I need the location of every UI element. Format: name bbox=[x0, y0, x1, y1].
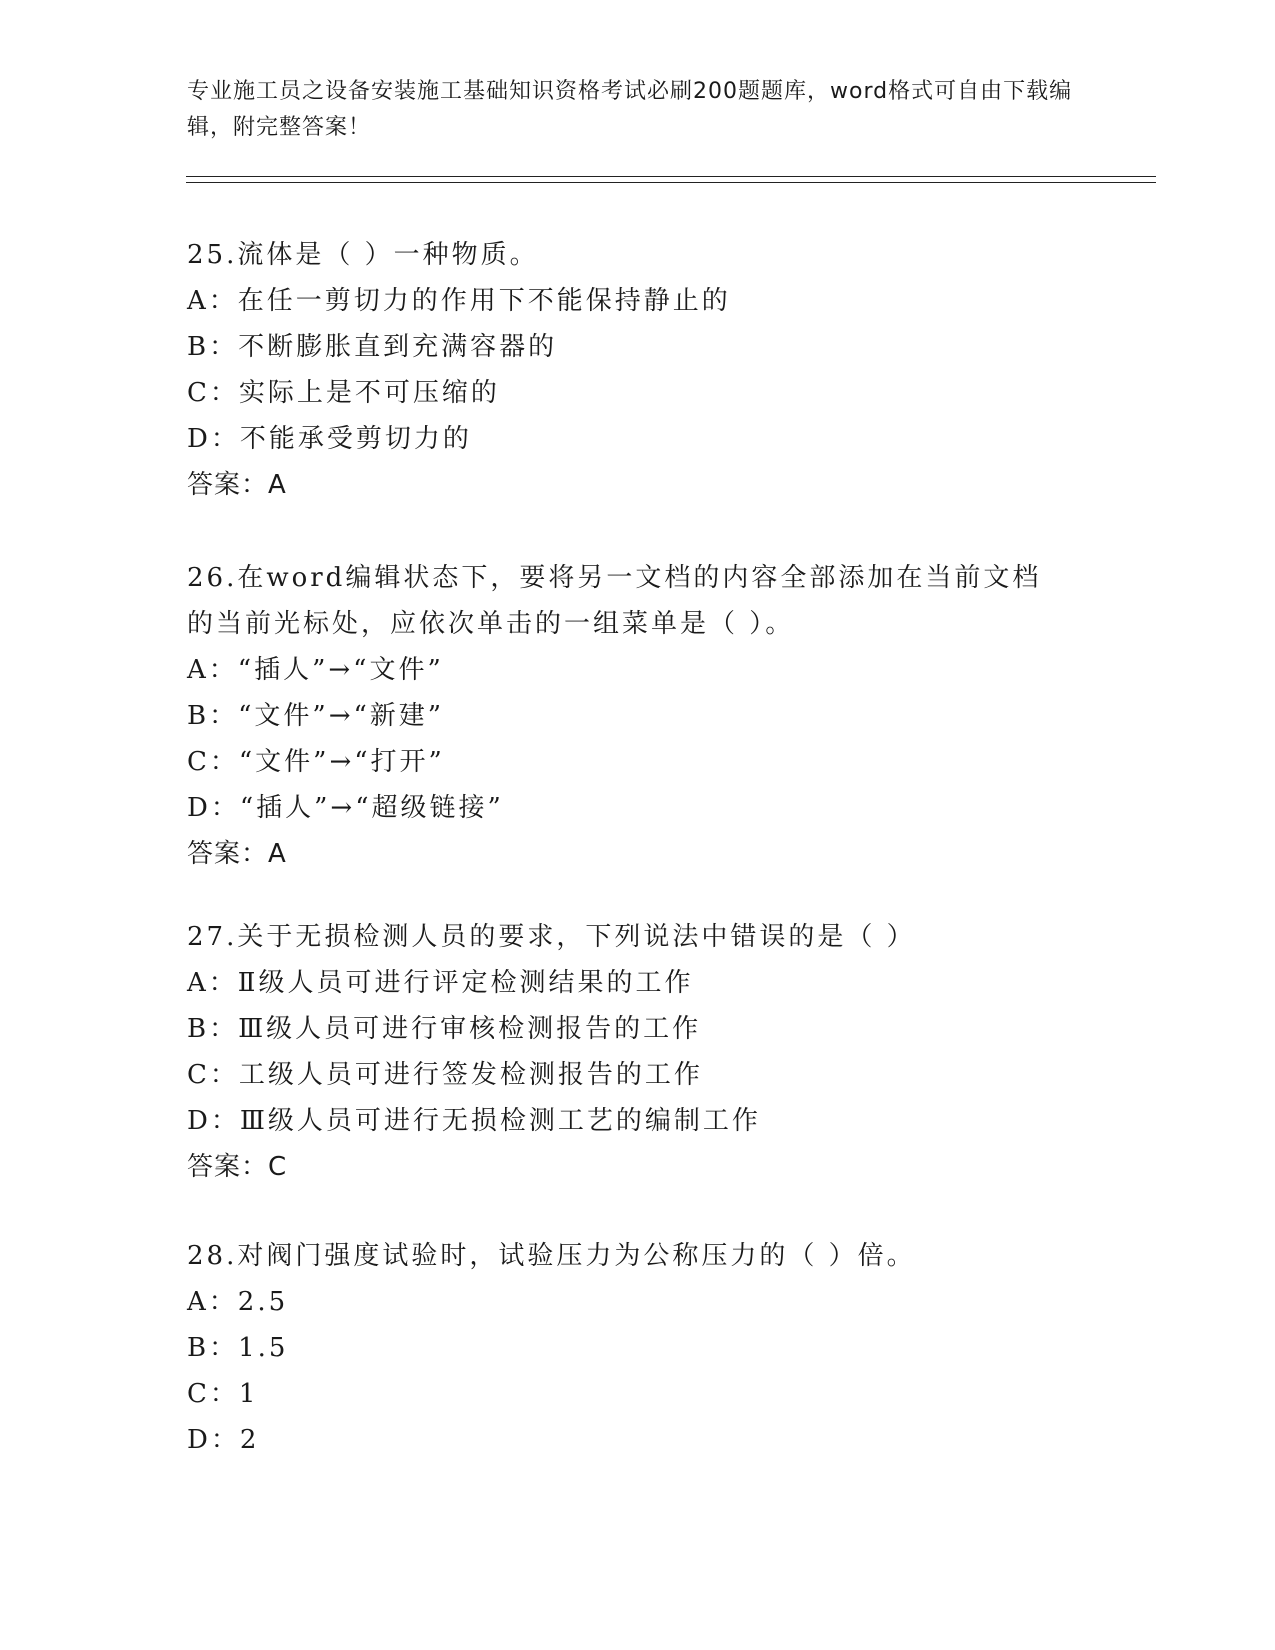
option-c: C：1 bbox=[187, 1379, 259, 1409]
option-a: A：2.5 bbox=[187, 1287, 289, 1317]
answer: 答案：A bbox=[187, 470, 287, 500]
option-a: A：Ⅱ级人员可进行评定检测结果的工作 bbox=[187, 968, 694, 998]
option-c: C：实际上是不可压缩的 bbox=[187, 378, 500, 408]
option-b: B：“文件”→“新建” bbox=[187, 701, 445, 731]
question-stem: 26.在word编辑状态下，要将另一文档的内容全部添加在当前文档的当前光标处，应依次单击的一组菜单是（ ）。 bbox=[187, 563, 1042, 639]
option-d: D：2 bbox=[187, 1425, 260, 1455]
question-stem: 27.关于无损检测人员的要求，下列说法中错误的是（ ） bbox=[187, 922, 916, 952]
option-d: D：不能承受剪切力的 bbox=[187, 424, 472, 454]
header-title: 专业施工员之设备安装施工基础知识资格考试必刷200题题库，word格式可自由下载编辑，附完整答案！ bbox=[187, 79, 1073, 140]
answer: 答案：C bbox=[187, 1152, 288, 1182]
question-25 bbox=[187, 232, 1087, 508]
option-c: C：“文件”→“打开” bbox=[187, 747, 445, 777]
option-b: B：Ⅲ级人员可进行审核检测报告的工作 bbox=[187, 1014, 702, 1044]
answer: 答案：A bbox=[187, 839, 287, 869]
question-27 bbox=[187, 914, 1087, 1190]
question-28 bbox=[187, 1233, 1087, 1463]
question-26 bbox=[187, 555, 1087, 877]
header-rule-bottom bbox=[186, 182, 1156, 183]
question-stem: 25.流体是（ ）一种物质。 bbox=[187, 240, 539, 270]
option-d: D：Ⅲ级人员可进行无损检测工艺的编制工作 bbox=[187, 1106, 761, 1136]
option-b: B：1.5 bbox=[187, 1333, 289, 1363]
document-header bbox=[187, 74, 1087, 146]
option-d: D：“插人”→“超级链接” bbox=[187, 793, 504, 823]
header-rule-top bbox=[186, 176, 1156, 177]
option-c: C：工级人员可进行签发检测报告的工作 bbox=[187, 1060, 703, 1090]
option-a: A：“插人”→“文件” bbox=[187, 655, 444, 685]
option-b: B：不断膨胀直到充满容器的 bbox=[187, 332, 558, 362]
option-a: A：在任一剪切力的作用下不能保持静止的 bbox=[187, 286, 731, 316]
question-stem: 28.对阀门强度试验时，试验压力为公称压力的（ ）倍。 bbox=[187, 1241, 916, 1271]
